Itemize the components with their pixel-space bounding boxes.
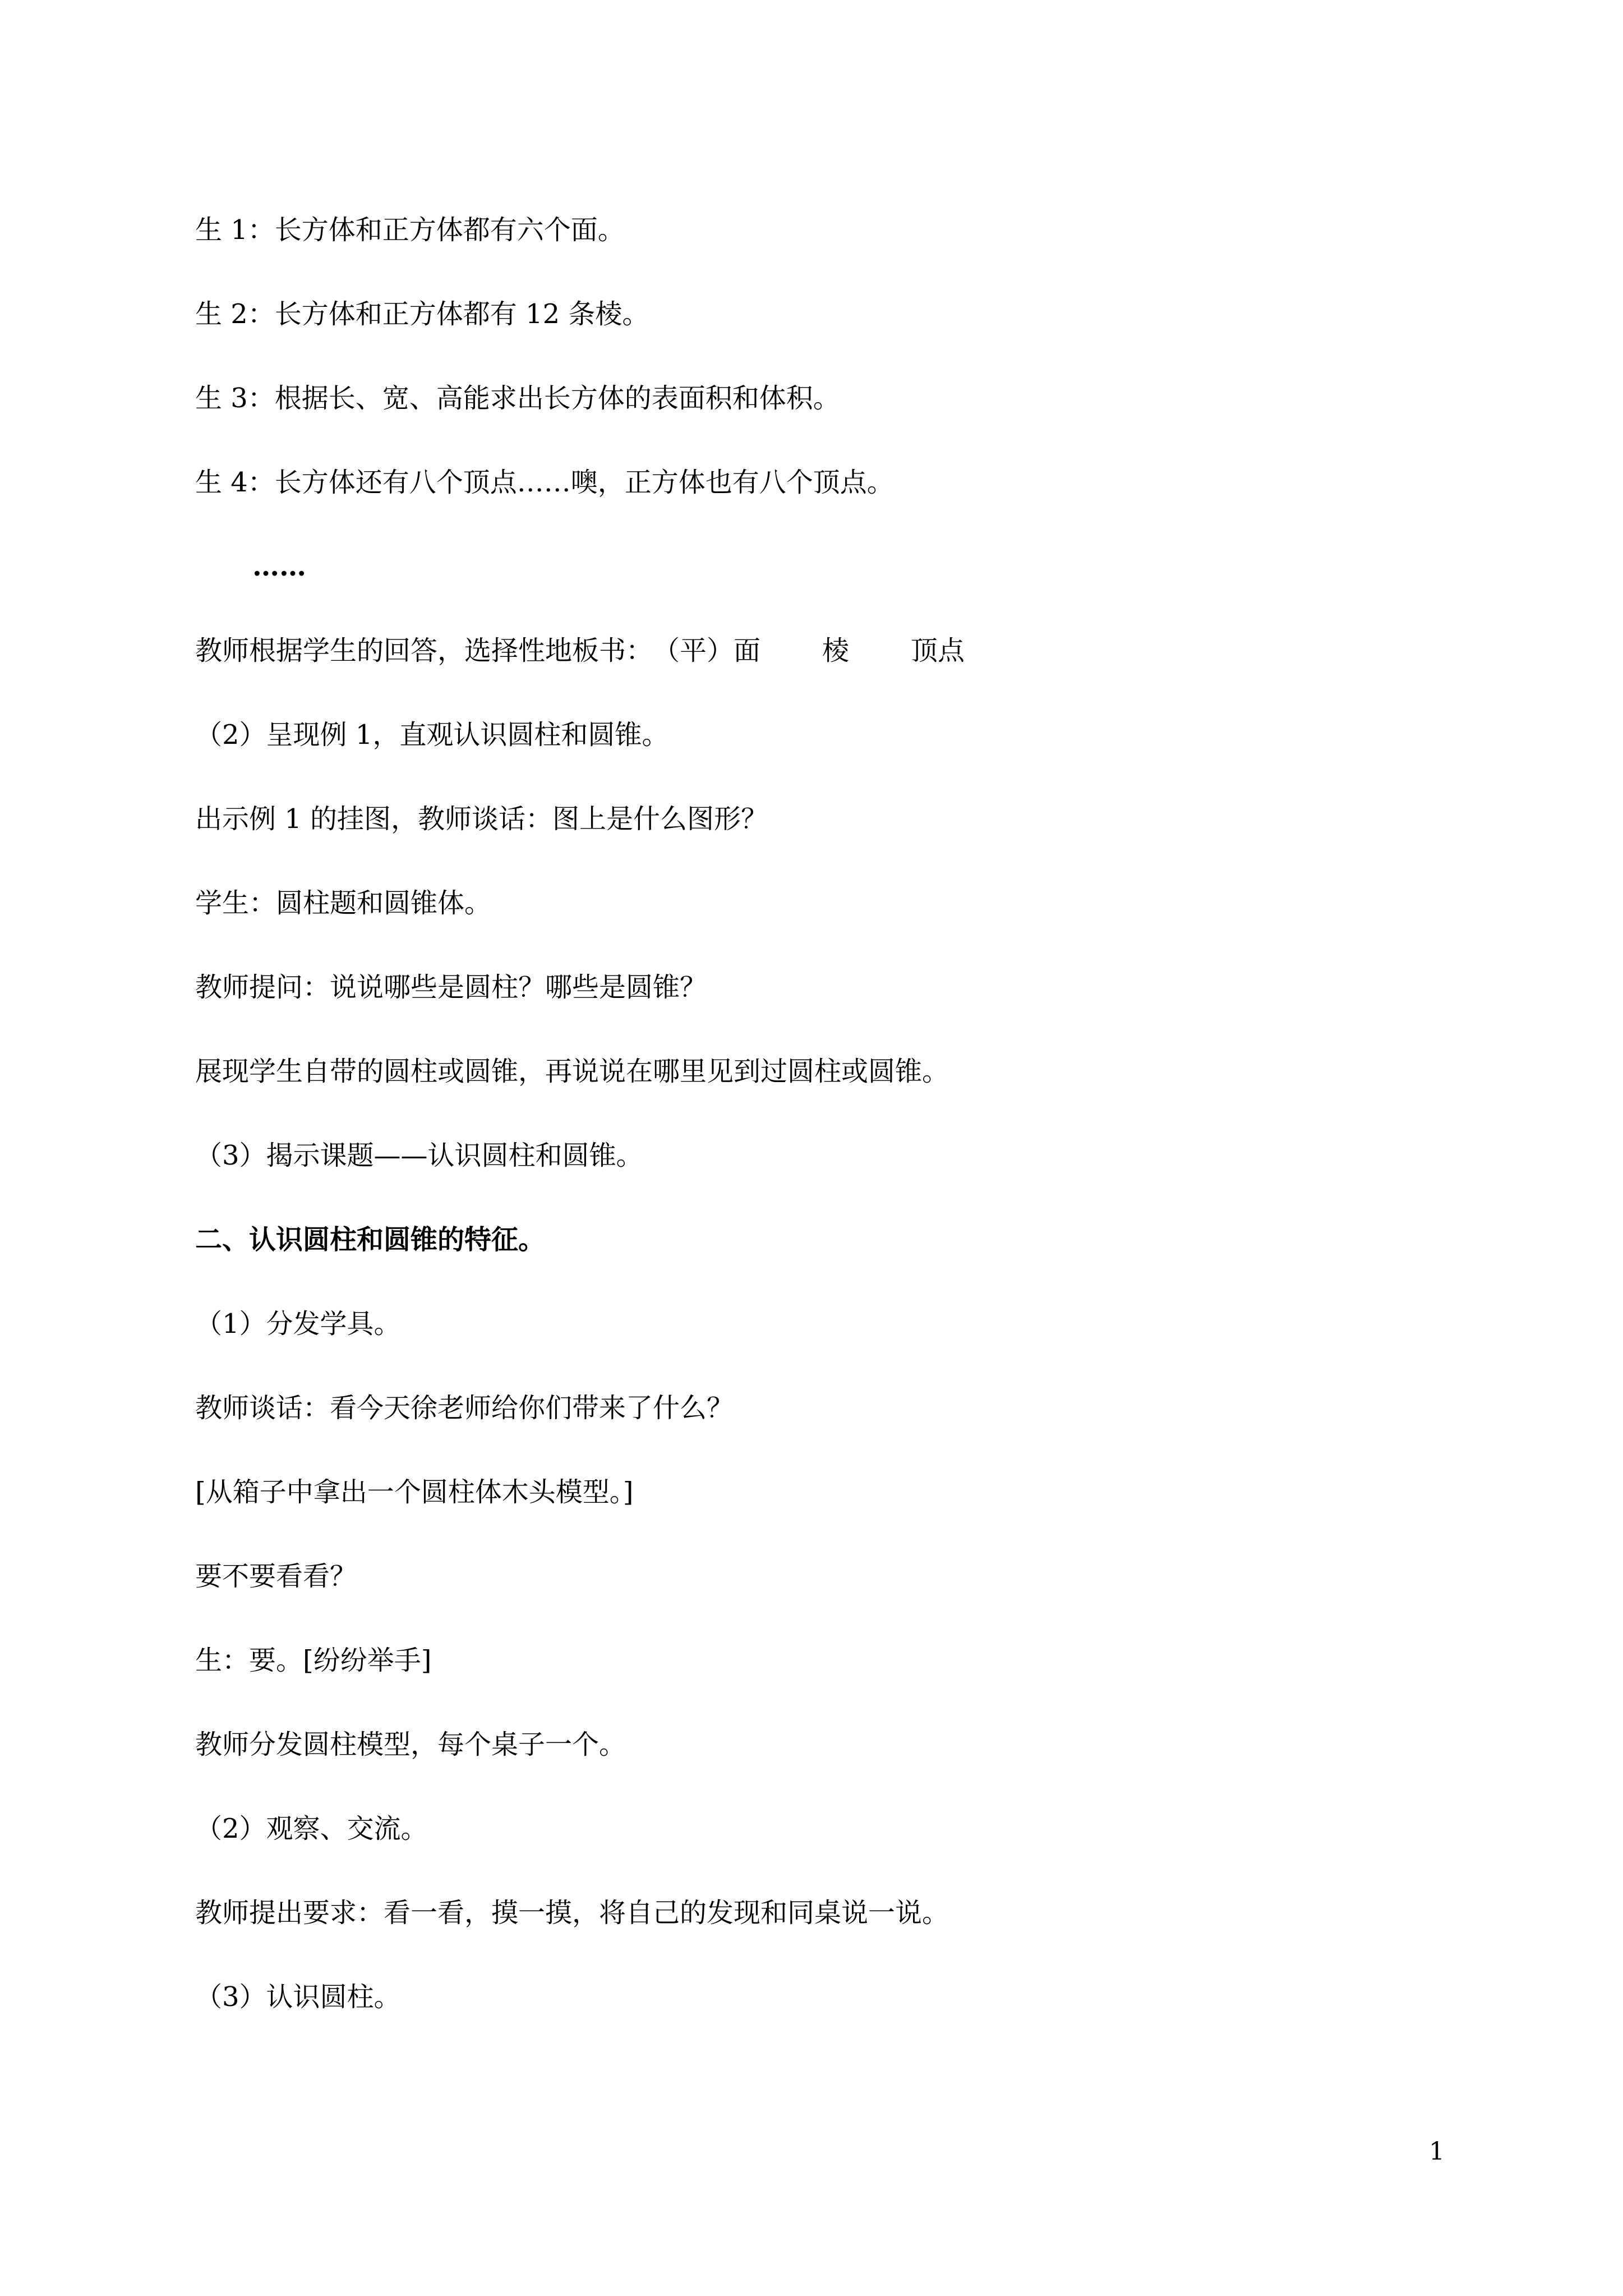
paragraph-show-chart: 出示例 1 的挂图，教师谈话：图上是什么图形？	[195, 803, 768, 835]
paragraph-board-note	[195, 633, 965, 669]
paragraph-student-answer: 学生：圆柱题和圆锥体。	[195, 887, 492, 919]
paragraph-student-3: 生 3：根据长、宽、高能求出长方体的表面积和体积。	[195, 383, 840, 414]
section-heading: 二、认识圆柱和圆锥的特征。	[195, 1224, 546, 1255]
board-note-text: 教师根据学生的回答，选择性地板书：	[195, 635, 653, 666]
paragraph-show-objects: 展现学生自带的圆柱或圆锥，再说说在哪里见到过圆柱或圆锥。	[195, 1056, 949, 1087]
paragraph-student-yes: 生：要。[纷纷举手]	[195, 1645, 432, 1676]
paragraph-stage-direction: [从箱子中拿出一个圆柱体木头模型。]	[195, 1476, 634, 1508]
paragraph-distribute-tools: （1）分发学具。	[195, 1308, 401, 1340]
paragraph-want-to-see: 要不要看看？	[195, 1561, 357, 1592]
paragraph-student-4: 生 4：长方体还有八个顶点……噢，正方体也有八个顶点。	[195, 467, 894, 498]
board-item-face: （平）面	[653, 635, 761, 666]
paragraph-distribute-models: 教师分发圆柱模型，每个桌子一个。	[195, 1729, 626, 1760]
paragraph-ellipsis: ……	[252, 551, 306, 582]
paragraph-teacher-talk: 教师谈话：看今天徐老师给你们带来了什么？	[195, 1392, 734, 1424]
paragraph-example-1: （2）呈现例 1，直观认识圆柱和圆锥。	[195, 719, 669, 751]
board-item-edge: 棱	[822, 635, 850, 666]
paragraph-reveal-topic: （3）揭示课题——认识圆柱和圆锥。	[195, 1140, 643, 1171]
paragraph-student-2: 生 2：长方体和正方体都有 12 条棱。	[195, 298, 649, 330]
paragraph-teacher-question: 教师提问：说说哪些是圆柱？哪些是圆锥？	[195, 972, 707, 1003]
paragraph-know-cylinder: （3）认识圆柱。	[195, 1981, 401, 2013]
page-number: 1	[1429, 2137, 1445, 2166]
paragraph-student-1: 生 1：长方体和正方体都有六个面。	[195, 214, 625, 246]
board-item-vertex: 顶点	[911, 635, 965, 666]
paragraph-observe-exchange: （2）观察、交流。	[195, 1813, 428, 1844]
paragraph-teacher-requirement: 教师提出要求：看一看，摸一摸，将自己的发现和同桌说一说。	[195, 1897, 949, 1929]
